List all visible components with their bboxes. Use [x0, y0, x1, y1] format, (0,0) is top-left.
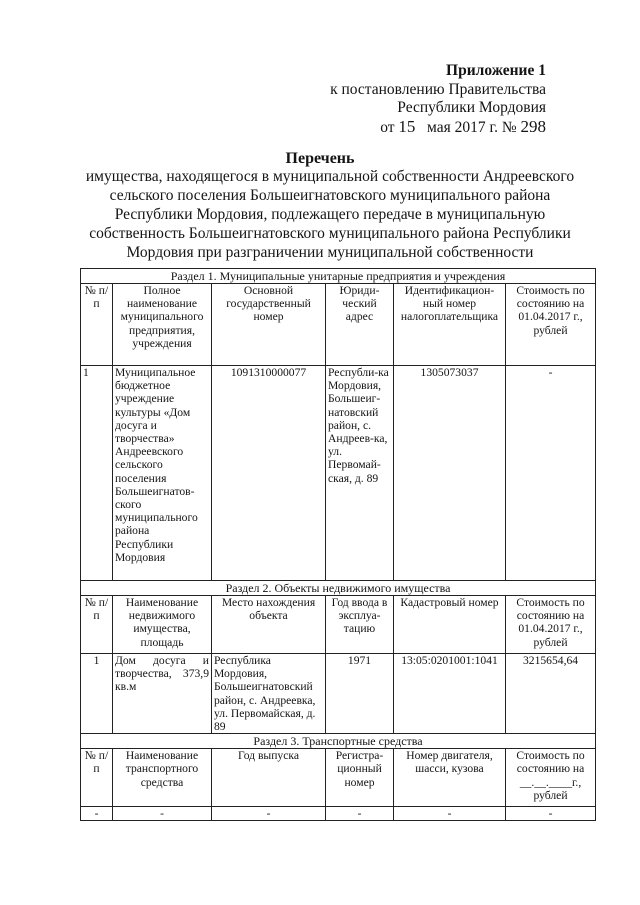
appendix-date: [330, 118, 546, 138]
s1-cell-name: Муниципальное бюджетное учреждение культуры «Дом досуга и творчества» Андреевского сельского поселения Большеигнатов-ского муниципального района Республики Мордовия: [113, 366, 212, 581]
s1-row: [81, 366, 596, 581]
s3-header-year: Год выпуска: [212, 749, 326, 807]
s1-cell-address: Республи-ка Мордовия, Большеиг-натовский район, с. Андреев-ка, ул. Первомай-ская, д. 89: [326, 366, 394, 581]
s1-cell-ogrn: 1091310000077: [212, 366, 326, 581]
s3-cell-num: -: [81, 807, 113, 821]
s3-cell-reg: -: [326, 807, 394, 821]
s3-header-num: № п/п: [81, 749, 113, 807]
s3-header-cost: Стоимость по состоянию на __.__.____г., рублей: [506, 749, 596, 807]
s2-cell-year: 1971: [326, 654, 394, 734]
decree-number: 298: [520, 116, 546, 136]
s1-cell-num: 1: [81, 366, 113, 581]
date-rest: мая 2017 г. №: [427, 118, 517, 136]
appendix-block: [330, 62, 546, 137]
s2-cell-location: Республика Мордовия, Большеигнатовский район, с. Андреевка, ул. Первомайская, д. 89: [212, 654, 326, 734]
s1-header-inn: Идентификацион-ный номер налогоплательщика: [394, 284, 506, 366]
date-prefix: от: [380, 118, 395, 136]
s3-cell-name: -: [113, 807, 212, 821]
appendix-line2: Республики Мордовия: [397, 99, 546, 116]
s2-header-cost: Стоимость по состоянию на 01.04.2017 г., рублей: [506, 596, 596, 654]
s1-header-num: № п/п: [81, 284, 113, 366]
s1-cell-cost: -: [506, 366, 596, 581]
s1-header-cost: Стоимость по состоянию на 01.04.2017 г., рублей: [506, 284, 596, 366]
s1-cell-inn: 1305073037: [394, 366, 506, 581]
date-day: 15: [398, 116, 416, 136]
s3-cell-cost: -: [506, 807, 596, 821]
s1-header-address: Юриди-ческий адрес: [326, 284, 394, 366]
s1-header-name: Полное наименование муниципального предприятия, учреждения: [113, 284, 212, 366]
s2-cell-cadastral: 13:05:0201001:1041: [394, 654, 506, 734]
s2-header-year: Год ввода в эксплуа-тацию: [326, 596, 394, 654]
s3-row: [81, 807, 596, 821]
s2-header-location: Место нахождения объекта: [212, 596, 326, 654]
s2-header-cadastral: Кадастровый номер: [394, 596, 506, 654]
s2-header-name: Наименование недвижимого имущества, площадь: [113, 596, 212, 654]
s1-header-ogrn: Основной государственный номер: [212, 284, 326, 366]
property-table: [80, 268, 596, 821]
document-subtitle: имущества, находящегося в муниципальной собственности Андреевского сельского поселения Большеигнатовского муниципального района Республики Мордовия, подлежащего передаче в муниципальную собственность Большеигнатовского муниципального района Республики Мордовия при разграничении муниципальной собственности: [85, 168, 575, 261]
s2-cell-cost: 3215654,64: [506, 654, 596, 734]
s2-cell-name: Дом досуга и творчества, 373,9 кв.м: [113, 654, 212, 734]
document-title: Перечень: [285, 150, 355, 167]
section2-title: Раздел 2. Объекты недвижимого имущества: [81, 581, 596, 596]
appendix-line1: к постановлению Правительства: [330, 80, 546, 98]
s2-row: [81, 654, 596, 734]
section3-title: Раздел 3. Транспортные средства: [81, 734, 596, 749]
s3-header-engine: Номер двигателя, шасси, кузова: [394, 749, 506, 807]
s2-header-num: № п/п: [81, 596, 113, 654]
s2-cell-num: 1: [81, 654, 113, 734]
section1-title: Раздел 1. Муниципальные унитарные предприятия и учреждения: [81, 269, 596, 284]
s3-cell-engine: -: [394, 807, 506, 821]
s3-header-name: Наименование транспортного средства: [113, 749, 212, 807]
s3-cell-year: -: [212, 807, 326, 821]
s3-header-reg: Регистра-ционный номер: [326, 749, 394, 807]
appendix-title: Приложение 1: [446, 62, 546, 79]
